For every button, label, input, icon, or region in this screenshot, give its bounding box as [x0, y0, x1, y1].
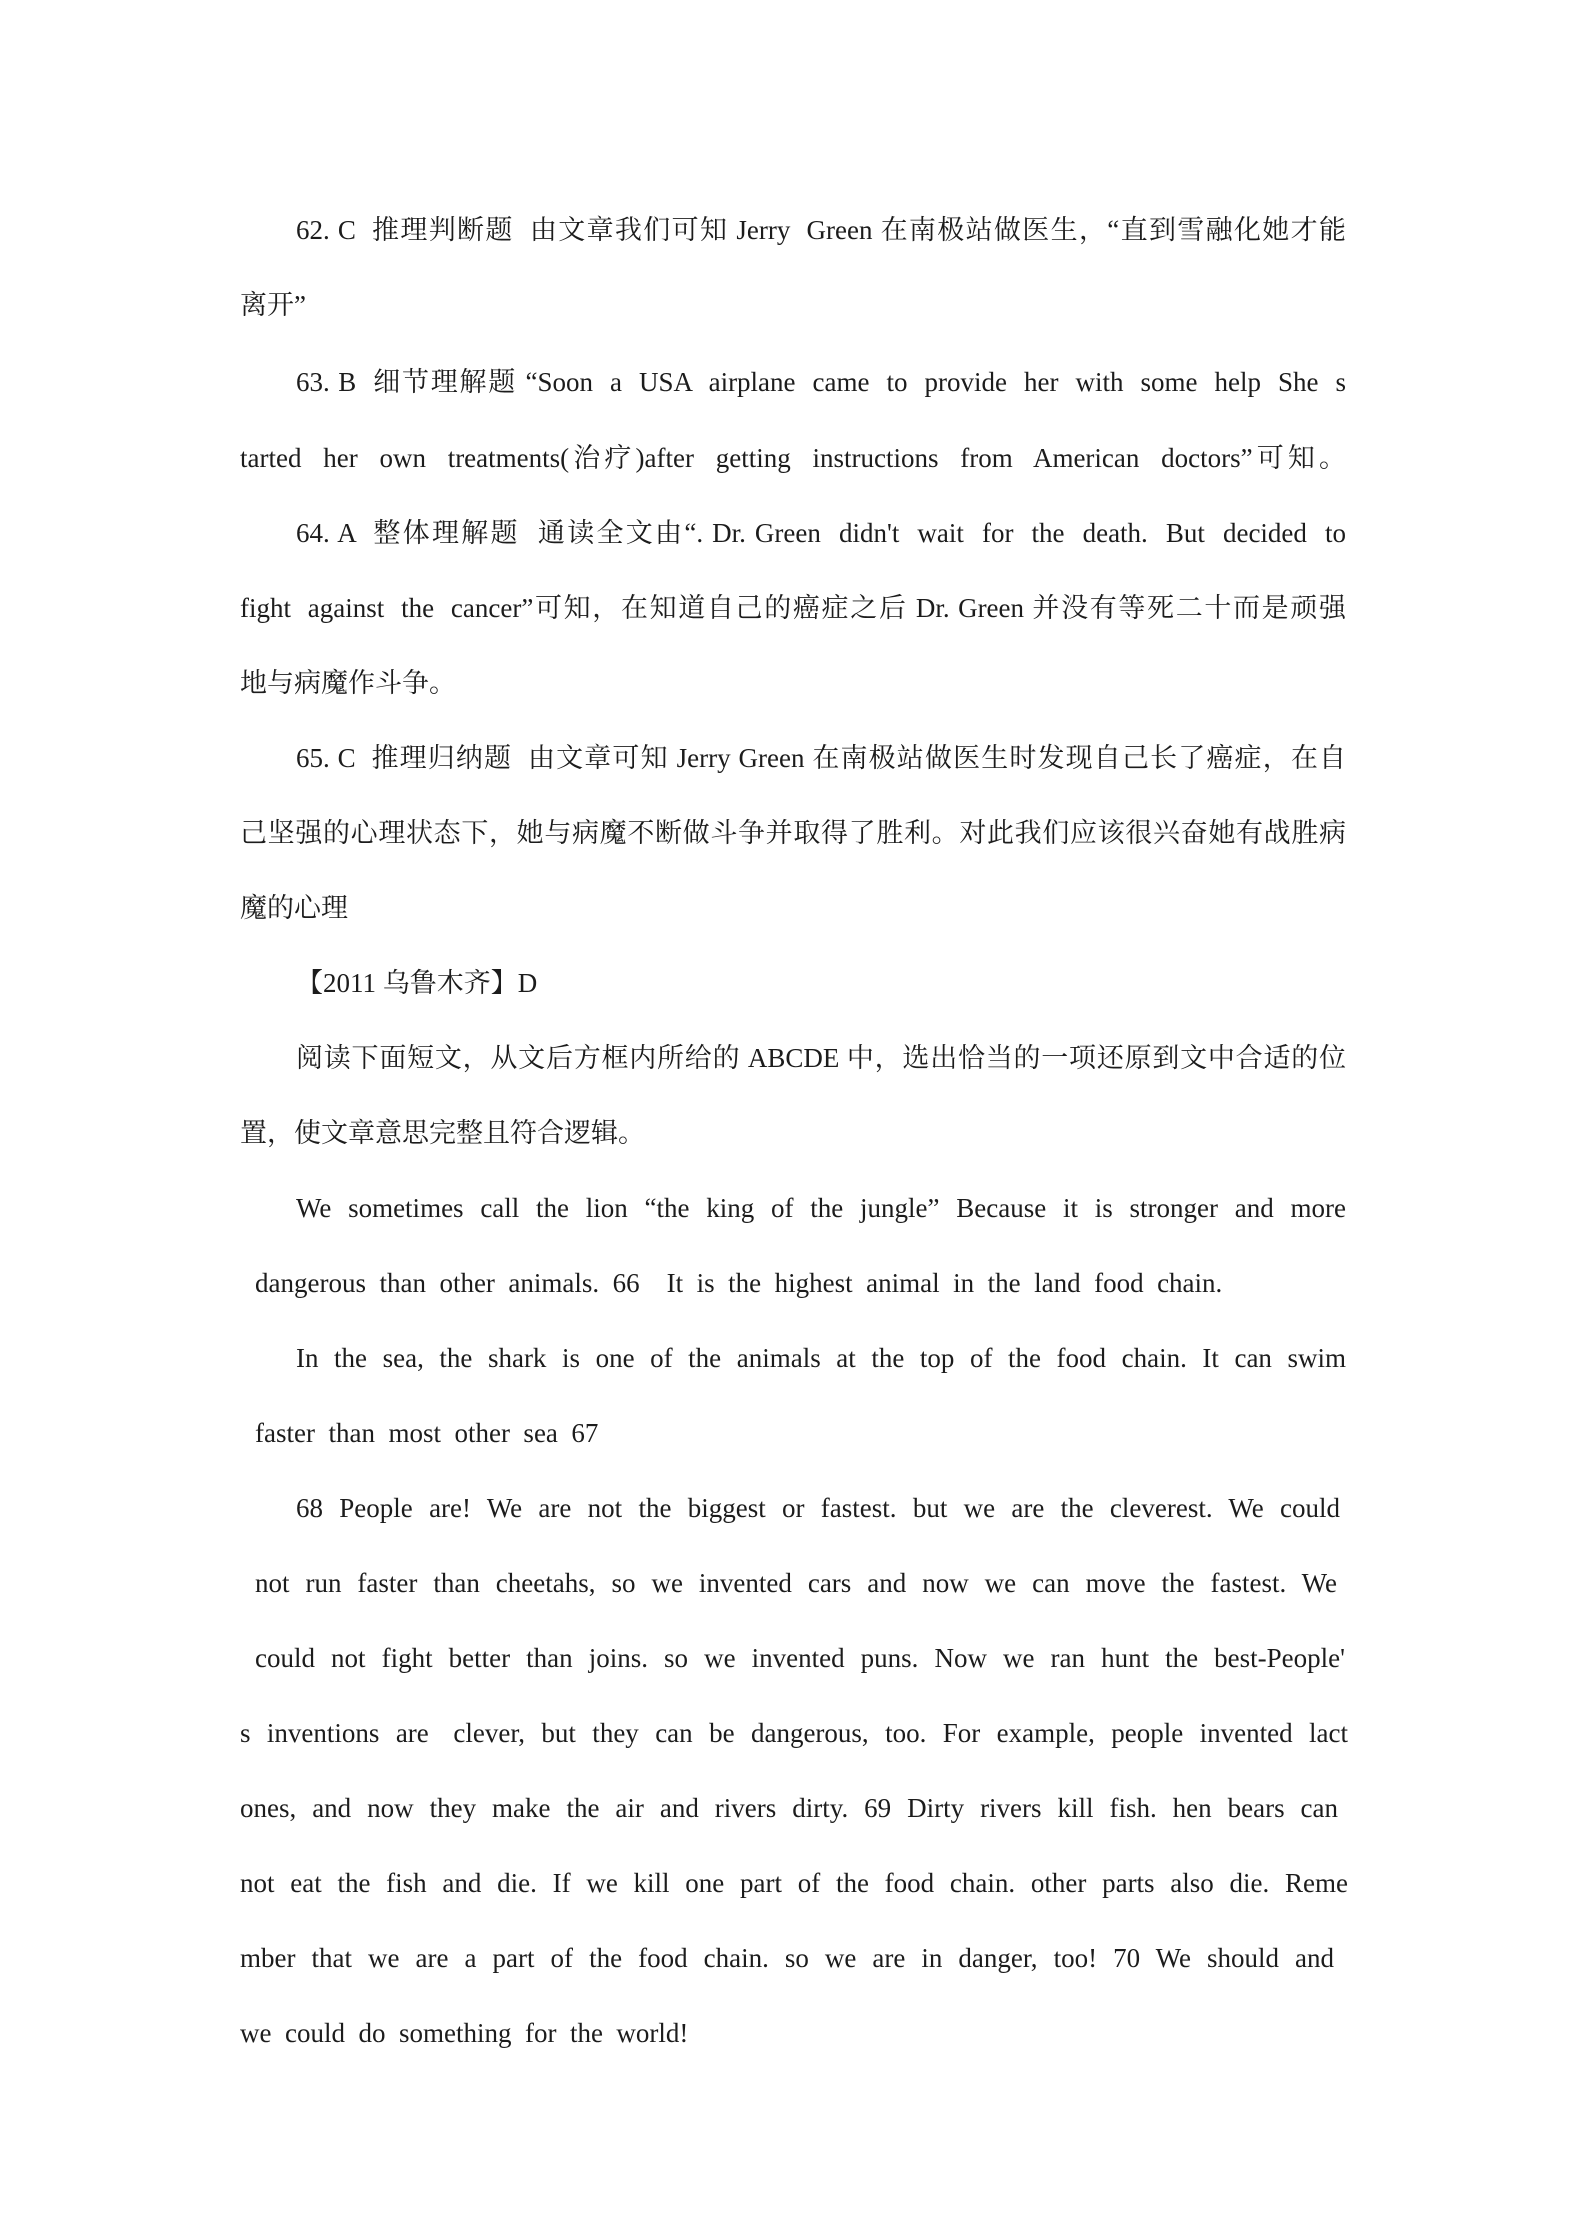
passage-p3-line-1: 68 People are! We are not the biggest or fastest. but we are the cleverest. We could [296, 1493, 1340, 1523]
passage-p2-line-1: In the sea, the shark is one of the animals at the top of the food chain. It can swim [296, 1343, 1346, 1373]
passage-p3-line-2: not run faster than cheetahs, so we invented cars and now we can move the fastest. We [255, 1568, 1337, 1598]
answer-64-line-2: fight against the cancer”可知，在知道自己的癌症之后 Dr. Green 并没有等死二十而是顽强 [240, 593, 1346, 623]
passage-p3-line-4: s inventions are clever, but they can be dangerous, too. For example, people invented lact [240, 1718, 1348, 1748]
answer-64-line-3: 地与病魔作斗争。 [240, 668, 456, 698]
instructions-line-2: 置，使文章意思完整且符合逻辑。 [240, 1118, 645, 1148]
passage-p3-line-8: we could do something for the world! [240, 2018, 689, 2048]
answer-65-line-2: 己坚强的心理状态下，她与病魔不断做斗争并取得了胜利。对此我们应该很兴奋她有战胜病 [240, 818, 1346, 848]
answer-63-line-1: 63. B 细节理解题 “Soon a USA airplane came to provide her with some help She s [296, 367, 1346, 397]
passage-p3-line-6: not eat the fish and die. If we kill one part of the food chain. other parts also die. Reme [240, 1868, 1348, 1898]
passage-p1-line-2: dangerous than other animals. 66 It is the highest animal in the land food chain. [255, 1268, 1223, 1298]
passage-p1-line-1: We sometimes call the lion “the king of the jungle” Because it is stronger and more [296, 1193, 1346, 1223]
section-heading: 【2011 乌鲁木齐】D [296, 968, 538, 998]
instructions-line-1: 阅读下面短文，从文后方框内所给的 ABCDE 中，选出恰当的一项还原到文中合适的位 [296, 1043, 1346, 1073]
passage-p3-line-7: mber that we are a part of the food chain. so we are in danger, too! 70 We should and [240, 1943, 1334, 1973]
passage-p3-line-5: ones, and now they make the air and rivers dirty. 69 Dirty rivers kill fish. hen bears can [240, 1793, 1338, 1823]
answer-65-line-3: 魔的心理 [240, 893, 348, 923]
answer-64-line-1: 64. A 整体理解题 通读全文由“. Dr. Green didn't wait for the death. But decided to [296, 518, 1346, 548]
passage-p3-line-3: could not fight better than joins. so we invented puns. Now we ran hunt the best-People' [255, 1643, 1345, 1673]
answer-62-line-2: 离开” [240, 290, 306, 320]
passage-p2-line-2: faster than most other sea 67 [255, 1418, 599, 1448]
answer-65-line-1: 65. C 推理归纳题 由文章可知 Jerry Green 在南极站做医生时发现自己长了癌症，在自 [296, 743, 1346, 773]
answer-63-line-2: tarted her own treatments(治疗)after getting instructions from American doctors”可知。 [240, 443, 1346, 473]
answer-62-line-1: 62. C 推理判断题 由文章我们可知 Jerry Green 在南极站做医生，“直到雪融化她才能 [296, 215, 1346, 245]
